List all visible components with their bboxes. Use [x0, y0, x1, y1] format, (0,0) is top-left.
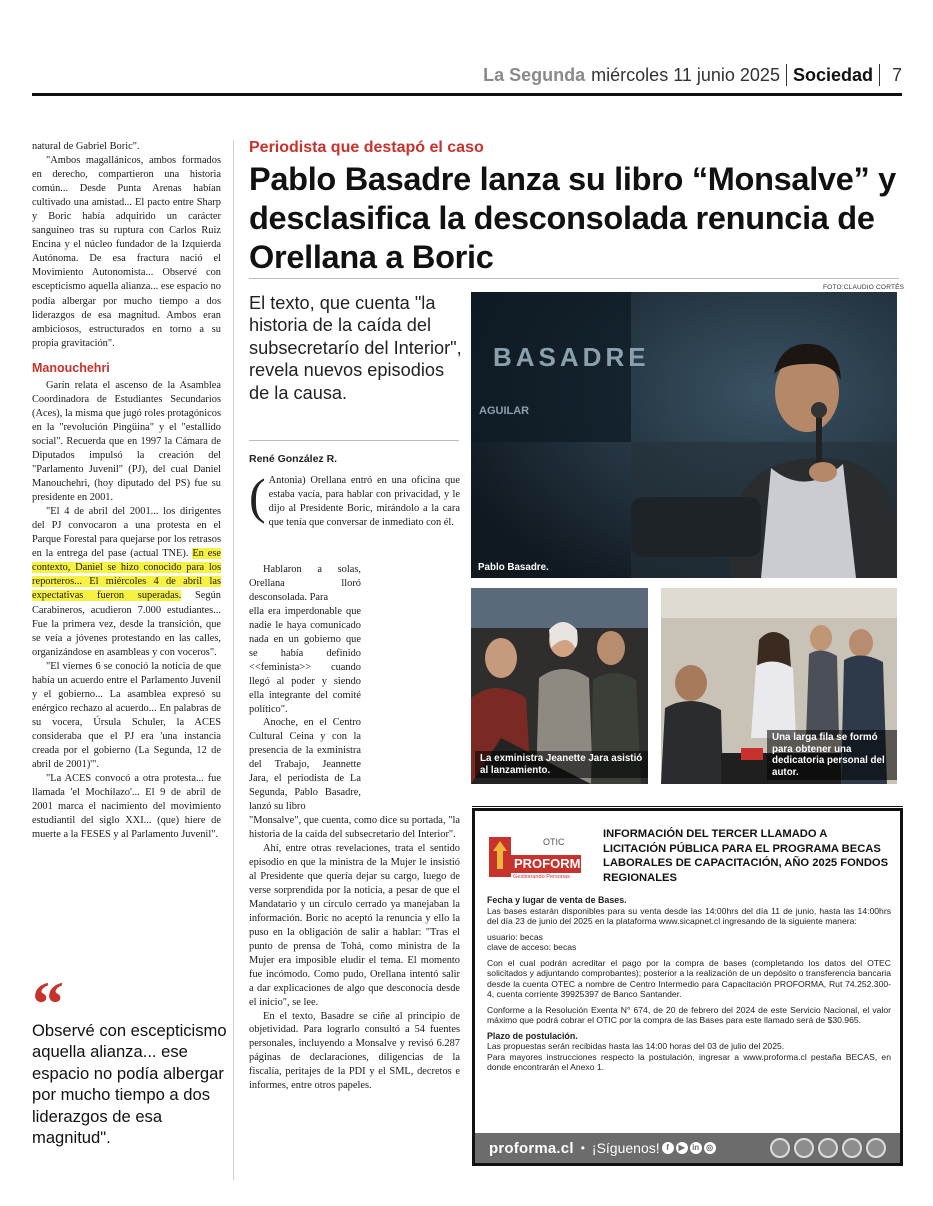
main-photo-illustration [471, 292, 897, 578]
newspaper-brand: La Segunda [483, 64, 586, 85]
lead-text: Antonia) Orellana entró en una oficina que estaba vacía, para hablar con privacidad, y le dijo al Presidente Boric, mirándolo a la cara que tenía que conversar de inmediato con él. [268, 475, 460, 528]
ad-follow-text: ¡Síguenos! [591, 1140, 660, 1156]
audience-photo [471, 588, 648, 784]
certification-seals [770, 1138, 886, 1158]
ad-paragraph: Para mayores instrucciones respecto la postulación, ingresar a www.proforma.cl pestaña BECAS, en donde encontrarán el Anexo 1. [487, 1051, 891, 1072]
seal-icon [770, 1138, 790, 1158]
ad-paragraph: Con el cual podrán acreditar el pago por la compra de bases (completando los datos del OTEC solicitados y adjuntando comprobantes); posterior a la realización de un depósito o transferencia bancaria desde la cuenta OTEC a nombre de Centro Intermedio para Capacitación PROFORMA, Rut 74.252.300-4, cuenta corriente 39925397 de Banco Santander. [487, 957, 891, 999]
logo-tagline: Gestionando Personas [513, 874, 570, 880]
youtube-icon: ▶ [676, 1142, 688, 1154]
seal-icon [842, 1138, 862, 1158]
page-number: 7 [891, 64, 902, 85]
issue-date: miércoles 11 junio 2025 [591, 64, 780, 85]
ad-paragraph: Conforme a la Resolución Exenta N° 674, de 20 de febrero del 2024 de este Servicio Nacional, el valor máximo que podrá cobrar el OTIC por la compra de las Bases para este llamado será de $30.965. [487, 1004, 891, 1025]
backdrop-logo-text: AGUILAR [479, 405, 530, 417]
main-photo-caption: Pablo Basadre. [478, 561, 549, 573]
masthead-info [483, 64, 902, 86]
article-headline: Pablo Basadre lanza su libro “Monsalve” y desclasifica la desconsolada renuncia de Orellana a Boric [249, 161, 896, 275]
proforma-ad [472, 808, 903, 1166]
paragraph: "El viernes 6 se conoció la noticia de que había un acuerdo entre el Parlamento Juvenil y el gobierno... La asamblea expresó su enérgico rechazo al acuerdo... En palabras de su vocera, Úrsula Schuler, la ACES consideraba que el PJ era 'una instancia creada por el gobierno (La Segunda, 12 de abril de 2001)'". [32, 660, 221, 771]
subheading-manouchehri: Manouchehri [32, 360, 110, 375]
byline: René González R. [249, 453, 338, 465]
ad-top-rule [472, 806, 903, 807]
masthead-divider [786, 64, 787, 86]
ad-paragraph: Las bases estarán disponibles para su venta desde las 14:00hrs del día 11 de junio, hasta las 14:00hrs del día 23 de junio del 2025 en la plataforma www.sicapnet.cl ingresando de la siguiente manera: [487, 905, 891, 926]
photo-credit: FOTO:CLAUDIO CORTÉS [823, 284, 905, 291]
paragraph: natural de Gabriel Boric". [32, 141, 140, 152]
deck-divider [249, 440, 459, 441]
proforma-logo [487, 829, 590, 883]
paragraph-text: Según Carabineros, acudieron 7.000 estudiantes... Fue la primera vez, desde la transición, que se veía a jóvenes protestando en las calles, organizándose en asambleas y con voceros". [32, 590, 221, 658]
paragraph-text: "El 4 de abril del 2001... los dirigentes del PJ convocaron a una protesta en el Parque Forestal para quejarse por los retrasos en la entrega del pase (actual TNE). [32, 506, 221, 560]
seal-icon [866, 1138, 886, 1158]
audience-photo-caption: La exministra Jeanette Jara asistió al lanzamiento. [475, 751, 648, 778]
paragraph: Anoche, en el Centro Cultural Ceina y con la presencia de la exministra del Trabajo, Jeannette Jara, el periodista de La Segunda, Pablo Basadre, lanzó su libro [249, 717, 361, 813]
article-body [249, 563, 460, 1093]
ad-footer [475, 1133, 900, 1163]
ad-body [487, 893, 891, 1078]
ad-paragraph: Las propuestas serán recibidas hasta las 14:00 horas del 03 de julio del 2025. [487, 1041, 785, 1051]
paragraph [32, 505, 221, 660]
main-photo [471, 292, 897, 578]
paragraph: En el texto, Basadre se ciñe al principio de objetividad. Para lograrlo consultó a 54 fuentes personales, incluyendo a Monsalve y revisó 6.287 páginas de declaraciones, diligencias de la fiscalía, peritajes de la PDI y el SML, decretos e informes, entre otros papeles. [249, 1010, 460, 1092]
headline-divider [249, 278, 899, 279]
pull-quote: Observé con escepticismo aquella alianza... ese espacio no podía albergar por mucho tiempo a dos liderazgos de esa magnitud". [32, 1021, 227, 1148]
linkedin-icon: in [690, 1142, 702, 1154]
ad-username: usuario: becas [487, 931, 543, 942]
article-deck: El texto, que cuenta "la historia de la caída del subsecretarío del Interior", revela nuevos episodios de la causa. [249, 293, 462, 403]
seal-icon [818, 1138, 838, 1158]
ad-heading-sale: Fecha y lugar de venta de Bases. [487, 895, 627, 905]
highlighted-text: En ese contexto, Daniel se hizo conocido para los reporteros... El miércoles 4 de abril las expectativas fueron superadas. [32, 548, 221, 602]
left-column-text [32, 140, 221, 842]
logo-small-text: OTIC [543, 837, 565, 847]
signing-photo [661, 588, 897, 784]
article-lead [249, 468, 460, 530]
ad-password: clave de acceso: becas [487, 942, 577, 952]
quote-mark-icon: “ [32, 968, 64, 1039]
ad-title: INFORMACIÓN DEL TERCER LLAMADO A LICITACIÓN PÚBLICA PARA EL PROGRAMA BECAS LABORALES DE CAPACITACIÓN, AÑO 2025 FONDOS REGIONALES [603, 828, 889, 884]
article-kicker: Periodista que destapó el caso [249, 139, 484, 156]
paragraph: "Monsalve", que cuenta, como dice su portada, "la historia de la caída del subsecretario del Interior". [249, 815, 460, 841]
ad-separator: • [580, 1141, 585, 1155]
logo-name: PROFORMA [514, 856, 590, 871]
paragraph: ella era imperdonable que nadie le haya comunicado nada en un gobierno que se había definido <<feminista>> cuando llegó al poder y siendo ella integrante del comité político". [249, 605, 361, 715]
seal-icon [794, 1138, 814, 1158]
ad-website: proforma.cl [489, 1139, 574, 1157]
backdrop-text: BASADRE [493, 342, 650, 372]
section-name: Sociedad [792, 64, 873, 85]
masthead [32, 60, 902, 96]
paragraph: Garín relata el ascenso de la Asamblea Coordinadora de Estudiantes Secundarios (Aces), la misma que jugó roles protagónicos en la "revolución Pingüina" y el "estallido social". Recuerda que en 1997 la Cámara de Diputados impulsó la creación del "Parlamento Juvenil" (PJ), del cual Daniel Manouchehri, (hoy diputado del PS) fue su presidente en 2001. [32, 379, 221, 504]
paragraph: "Ambos magallánicos, ambos formados en derecho, compartieron una historia común... Desde Punta Arenas habían cultivado una amistad... El pacto entre Sharp y Boric había adquirido un carácter sanguíneo tras su ruptura con Carlos Ruiz Encina y el núcleo fundador de la Izquierda Autónoma. De esa fractura nació el Movimiento Autonomista... Observé con escepticismo aquella alianza... ese espacio no podía albergar por mucho tiempo a dos liderazgos de esa magnitud. Ambos eran ambiciosos, estructurados en torno a su propia gravitación". [32, 155, 221, 349]
paragraph: "La ACES convocó a otra protesta... fue llamada 'el Mochilazo'... El 9 de abril de 2001 marca el nacimiento del movimiento estudiantil del siglo XXI... (que) hiere de muerte a la FESES y al Parlamento Juvenil". [32, 773, 221, 841]
ad-heading-deadline: Plazo de postulación. [487, 1030, 578, 1041]
column-divider [233, 140, 234, 1180]
drop-cap: ( [249, 468, 266, 524]
masthead-divider [879, 64, 880, 86]
instagram-icon: ◎ [704, 1142, 716, 1154]
paragraph: Hablaron a solas, Orellana lloró desconsolada. Para [249, 564, 361, 603]
facebook-icon: f [662, 1142, 674, 1154]
signing-photo-caption: Una larga fila se formó para obtener una dedicatoria personal del autor. [767, 730, 897, 780]
paragraph: Ahí, entre otras revelaciones, trata el sentido episodio en que la ministra de la Mujer le insistió al Presidente que quería dejar su cargo, luego de verse sorprendida por la noticia, a pesar de que el Mandatario y un círculo cerrado ya manejaban la información. Boric no aceptó la renuncia y ello la puso en la obligación de salir a hablar: "Tras el punto de prensa de Tohá, como ministra de la Mujer era imposible eludir el tema. El momento fue incómodo. Como pudo, Orellana intentó salir a dar explicaciones de algo que desconocía desde el inicio", se lee. [249, 843, 460, 1008]
